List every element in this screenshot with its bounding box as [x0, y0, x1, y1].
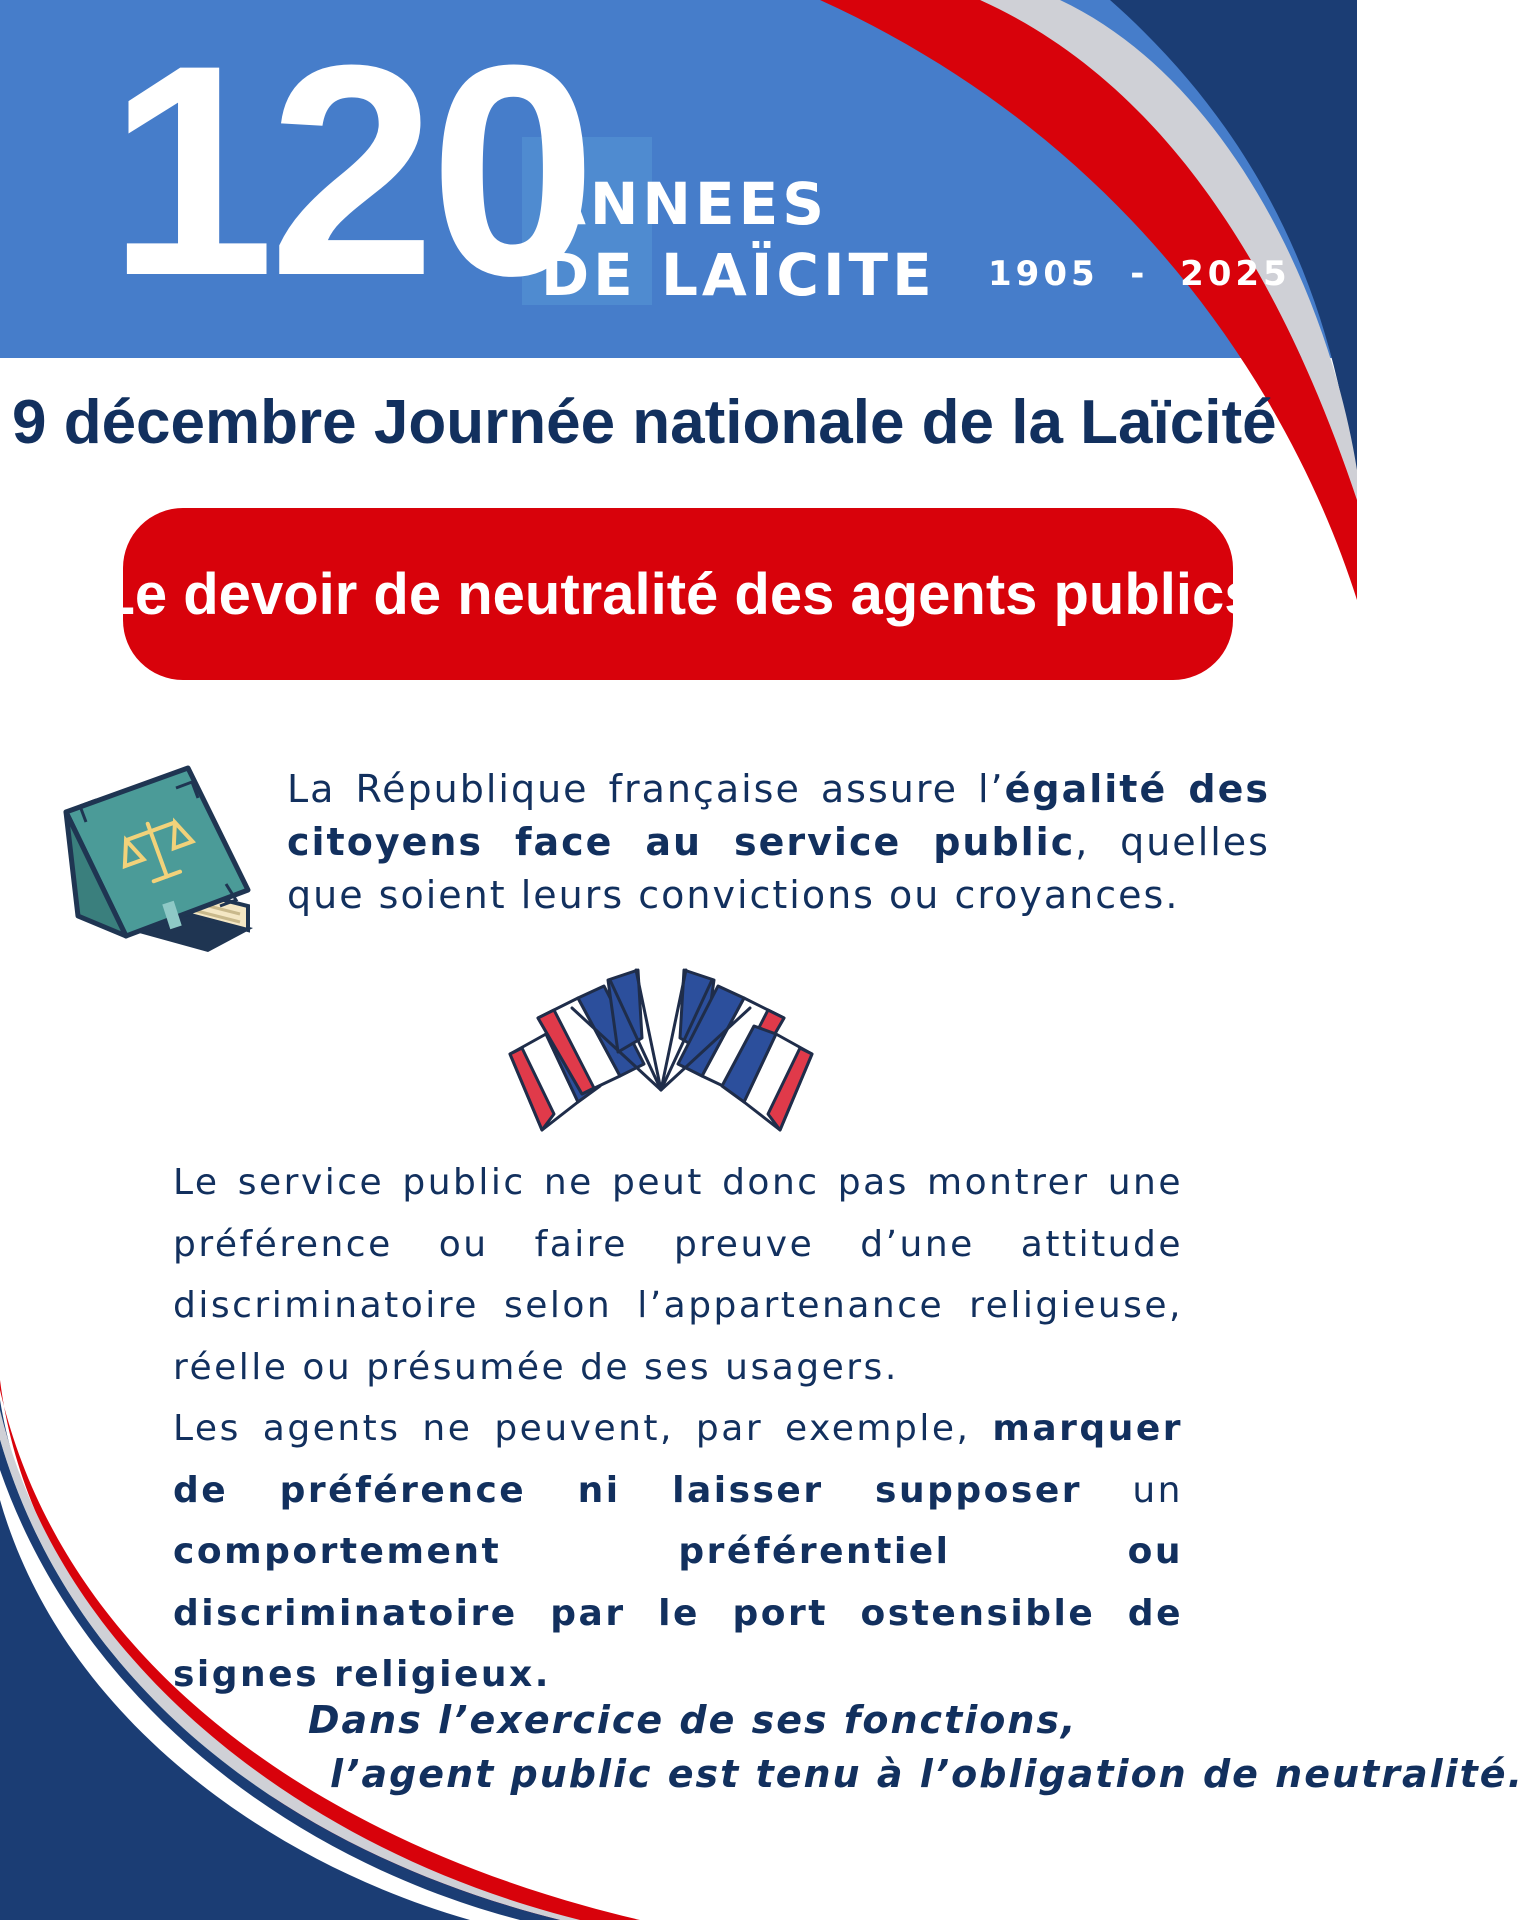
intro-paragraph: [287, 763, 1270, 922]
closing-line-2: l’agent public est tenu à l’obligation de neutralité.: [330, 1752, 1524, 1796]
intro-text-1: La République française assure l’: [287, 767, 1005, 811]
service-paragraph: Le service public ne peut donc pas montrer une préférence ou faire preuve d’une attitude discriminatoire selon l’appartenance religieuse, réelle ou présumée de ses usagers.: [173, 1162, 1183, 1388]
body-paragraphs: [173, 1152, 1183, 1706]
law-book-icon: [58, 766, 258, 962]
big-number: 120: [108, 2, 591, 338]
intro-bold: égalité des citoyens face au service public: [287, 767, 1270, 864]
header-line-annees: ANNEES: [541, 170, 828, 238]
french-flags-icon: [508, 968, 814, 1140]
page-headline: 9 décembre Journée nationale de la Laïcité: [12, 388, 1277, 457]
agents-bold-1: marquer de préférence ni laisser supposer: [173, 1408, 1183, 1511]
years-range: 1905 - 2025: [988, 254, 1291, 294]
header-line-laicite: DE LAÏCITE: [541, 241, 936, 309]
agents-bold-2: comportement préférentiel ou discriminatoire par le port ostensible de signes religieux.: [173, 1531, 1183, 1695]
agents-text-2: un: [1081, 1469, 1183, 1511]
topic-banner-title: Le devoir de neutralité des agents publics: [99, 561, 1257, 627]
topic-banner: [99, 508, 1257, 680]
closing-line-1: Dans l’exercice de ses fonctions,: [308, 1698, 1078, 1742]
agents-text-1: Les agents ne peuvent, par exemple,: [173, 1408, 993, 1449]
intro-text-2: , quelles que soient leurs convictions ou croyances.: [287, 820, 1270, 917]
agents-paragraph: [173, 1398, 1183, 1706]
